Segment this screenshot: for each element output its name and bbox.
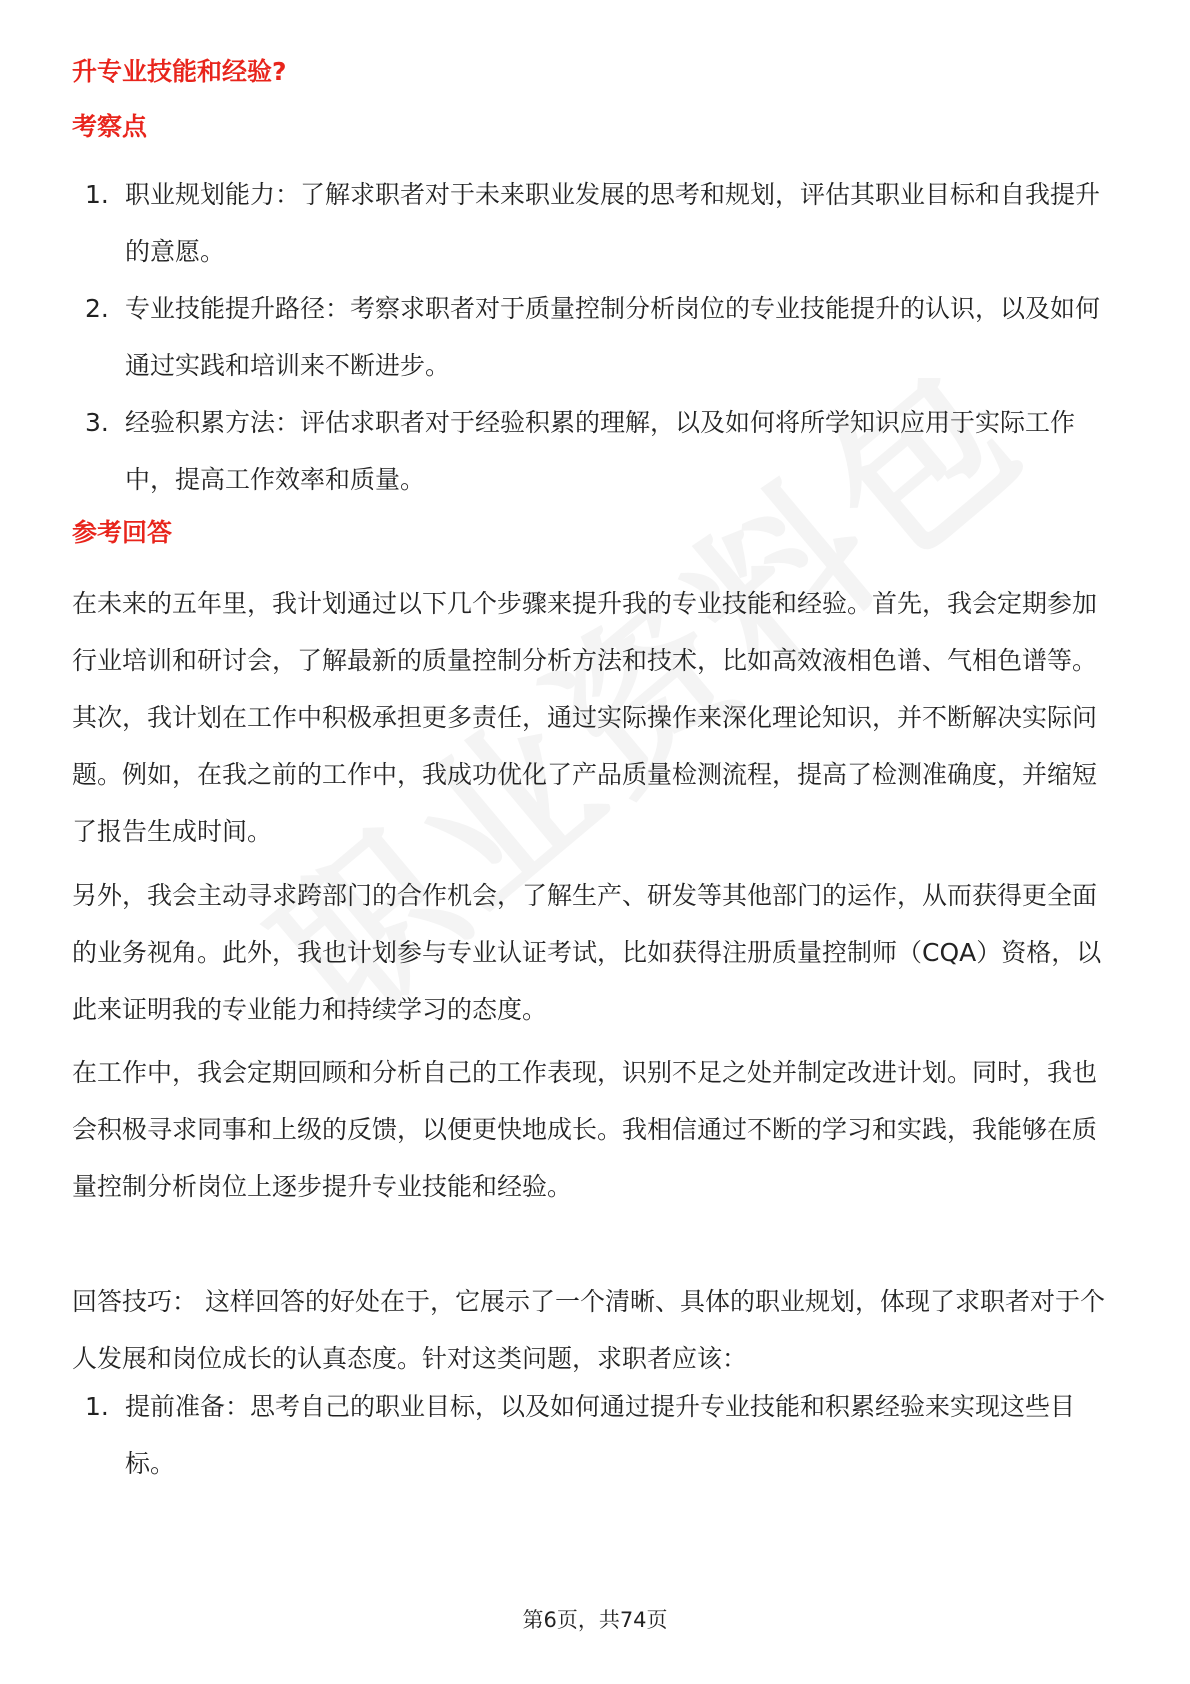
answer-paragraph: 在工作中，我会定期回顾和分析自己的工作表现，识别不足之处并制定改进计划。同时，我也会积极寻求同事和上级的反馈，以便更快地成长。我相信通过不断的学习和实践，我能够在质量控制分析岗位上逐步提升专业技能和经验。 xyxy=(72,1058,1098,1201)
list-item xyxy=(72,280,1118,394)
list-item-text: 经验积累方法：评估求职者对于经验积累的理解，以及如何将所学知识应用于实际工作中，提高工作效率和质量。 xyxy=(125,408,1076,494)
answer-paragraph: 另外，我会主动寻求跨部门的合作机会，了解生产、研发等其他部门的运作，从而获得更全面的业务视角。此外，我也计划参与专业认证考试，比如获得注册质量控制师（CQA）资格，以此来证明我的专业能力和持续学习的态度。 xyxy=(72,881,1102,1024)
assessment-points-list xyxy=(72,166,1118,508)
section-heading-assessment: 考察点 xyxy=(72,112,148,141)
list-item xyxy=(72,394,1118,508)
list-item-text: 提前准备：思考自己的职业目标，以及如何通过提升专业技能和积累经验来实现这些目标。 xyxy=(125,1392,1076,1478)
list-item-number: 1. xyxy=(85,1392,109,1421)
list-item xyxy=(72,166,1118,280)
list-item-number: 3. xyxy=(85,408,109,437)
tips-list xyxy=(72,1378,1118,1492)
page-footer: 第6页，共74页 xyxy=(522,1608,668,1632)
section-heading-reference-answer: 参考回答 xyxy=(72,518,173,547)
answer-paragraph: 在未来的五年里，我计划通过以下几个步骤来提升我的专业技能和经验。首先，我会定期参加行业培训和研讨会，了解最新的质量控制分析方法和技术，比如高效液相色谱、气相色谱等。其次，我计划在工作中积极承担更多责任，通过实际操作来深化理论知识，并不断解决实际问题。例如，在我之前的工作中，我成功优化了产品质量检测流程，提高了检测准确度，并缩短了报告生成时间。 xyxy=(72,589,1098,846)
list-item-text: 职业规划能力：了解求职者对于未来职业发展的思考和规划，评估其职业目标和自我提升的意愿。 xyxy=(125,180,1101,266)
list-item-number: 2. xyxy=(85,294,109,323)
list-item-number: 1. xyxy=(85,180,109,209)
question-heading-tail: 升专业技能和经验? xyxy=(72,57,287,86)
answer-tips-paragraph: 回答技巧： 这样回答的好处在于，它展示了一个清晰、具体的职业规划，体现了求职者对于个人发展和岗位成长的认真态度。针对这类问题，求职者应该： xyxy=(72,1287,1105,1373)
list-item-text: 专业技能提升路径：考察求职者对于质量控制分析岗位的专业技能提升的认识，以及如何通过实践和培训来不断进步。 xyxy=(125,294,1101,380)
list-item xyxy=(72,1378,1118,1492)
